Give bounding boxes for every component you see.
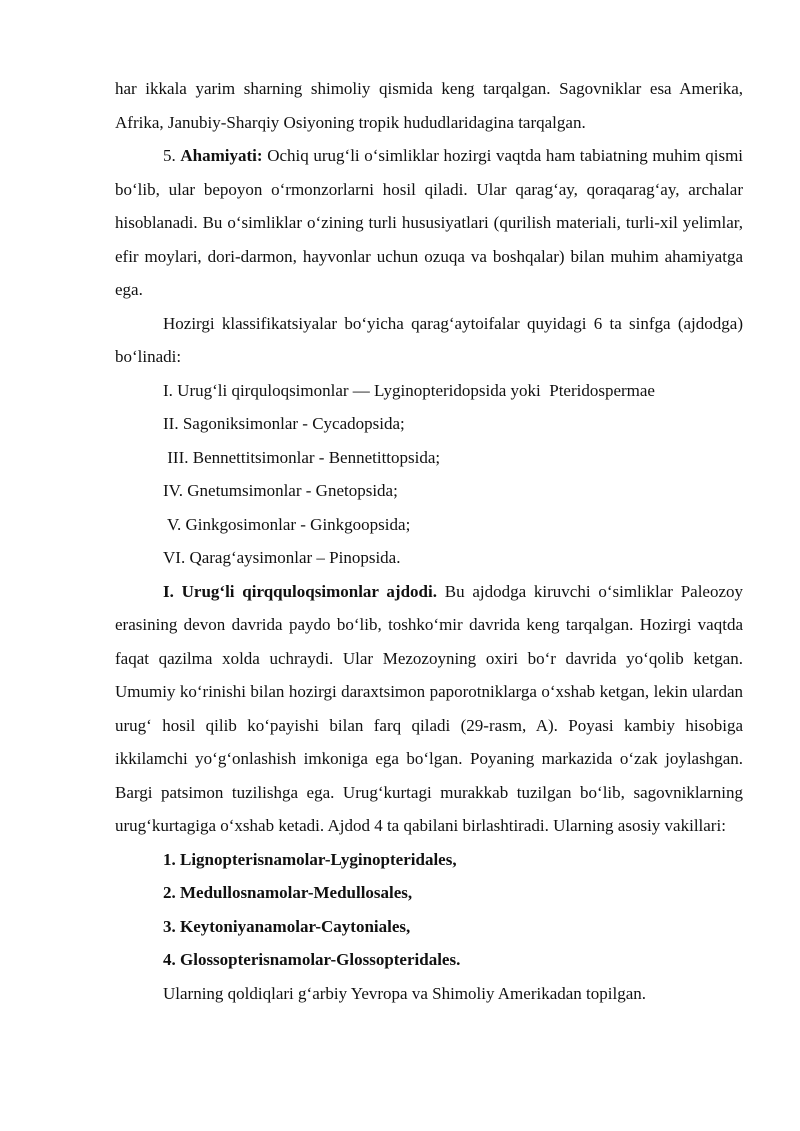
paragraph-distribution: har ikkala yarim sharning shimoliy qismida keng tarqalgan. Sagovniklar esa Amerika, Afrika, Janubiy-Sharqiy Osiyoning tropik hududlaridagina tarqalgan. (115, 79, 743, 132)
class-item: III. Bennettitsimonlar - Bennetittopsida; (163, 447, 441, 467)
paragraph-seed-ferns (115, 575, 743, 843)
section-heading-importance: Ahamiyati: (180, 146, 263, 165)
section-number: 5. (163, 146, 181, 165)
paragraph-seed-ferns-text: Bu ajdodga kiruvchi o‘simliklar Paleozoy erasining devon davrida paydo bo‘lib, toshko‘mir davrida keng tarqalgan. Hozirgi vaqtda faqat qazilma xolda uchraydi. Ular Mezozoyning oxiri bo‘r davrida yo‘qolib ketgan. Umumiy ko‘rinishi bilan hozirgi daraxtsimon paporotniklarga o‘xshab ketgan, lekin ulardan urug‘ hosil qilib ko‘payishi bilan farq qiladi (29-rasm, A). Poyasi kambiy hisobiga ikkilamchi yo‘g‘onlashish imkoniga ega bo‘lgan. Poyaning markazida o‘zak joylashgan. Bargi patsimon tuzilishga ega. Urug‘kurtagi murakkab tuzilgan bo‘lib, sagovniklarning urug‘kurtagiga o‘xshab ketadi. Ajdod 4 ta qabilani birlashtiradi. Ularning asosiy vakillari: (115, 581, 744, 835)
order-list (115, 843, 743, 977)
order-item: 2. Medullosnamolar-Medullosales, (163, 883, 413, 902)
order-item: 1. Lignopterisnamolar-Lyginopteridales, (163, 849, 457, 869)
order-item: 3. Keytoniyanamolar-Caytoniales, (163, 916, 411, 936)
section-heading-seed-ferns: I. Urug‘li qirqquloqsimonlar ajdodi. (163, 581, 437, 601)
order-item: 4. Glossopterisnamolar-Glossopteridales. (163, 950, 461, 969)
paragraph-fossils: Ularning qoldiqlari g‘arbiy Yevropa va Shimoliy Amerikadan topilgan. (163, 983, 647, 1003)
class-item: VI. Qarag‘aysimonlar – Pinopsida. (163, 548, 401, 567)
class-item: V. Ginkgosimonlar - Ginkgoopsida; (163, 514, 411, 534)
class-item: I. Urug‘li qirquloqsimonlar — Lyginopteridopsida yoki Pteridospermae (163, 380, 655, 400)
class-list (115, 374, 743, 575)
class-item: IV. Gnetumsimonlar - Gnetopsida; (163, 481, 398, 500)
paragraph-importance-text: Ochiq urug‘li o‘simliklar hozirgi vaqtda ham tabiatning muhim qismi bo‘lib, ular bepoyon o‘rmonzorlarni hosil qiladi. Ular qarag‘ay, qoraqarag‘ay, archalar hisoblanadi. Bu o‘simliklar o‘zining turli hususiyatlari (qurilish materiali, turli-xil yelimlar, efir moylari, dori-darmon, hayvonlar uchun ozuqa va boshqalar) bilan muhim ahamiyatga ega. (115, 146, 744, 299)
paragraph-classification: Hozirgi klassifikatsiyalar bo‘yicha qarag‘aytoifalar quyidagi 6 ta sinfga (ajdodga) bo‘linadi: (115, 313, 743, 366)
class-item: II. Sagoniksimonlar - Cycadopsida; (163, 414, 405, 433)
paragraph-importance (115, 139, 743, 307)
